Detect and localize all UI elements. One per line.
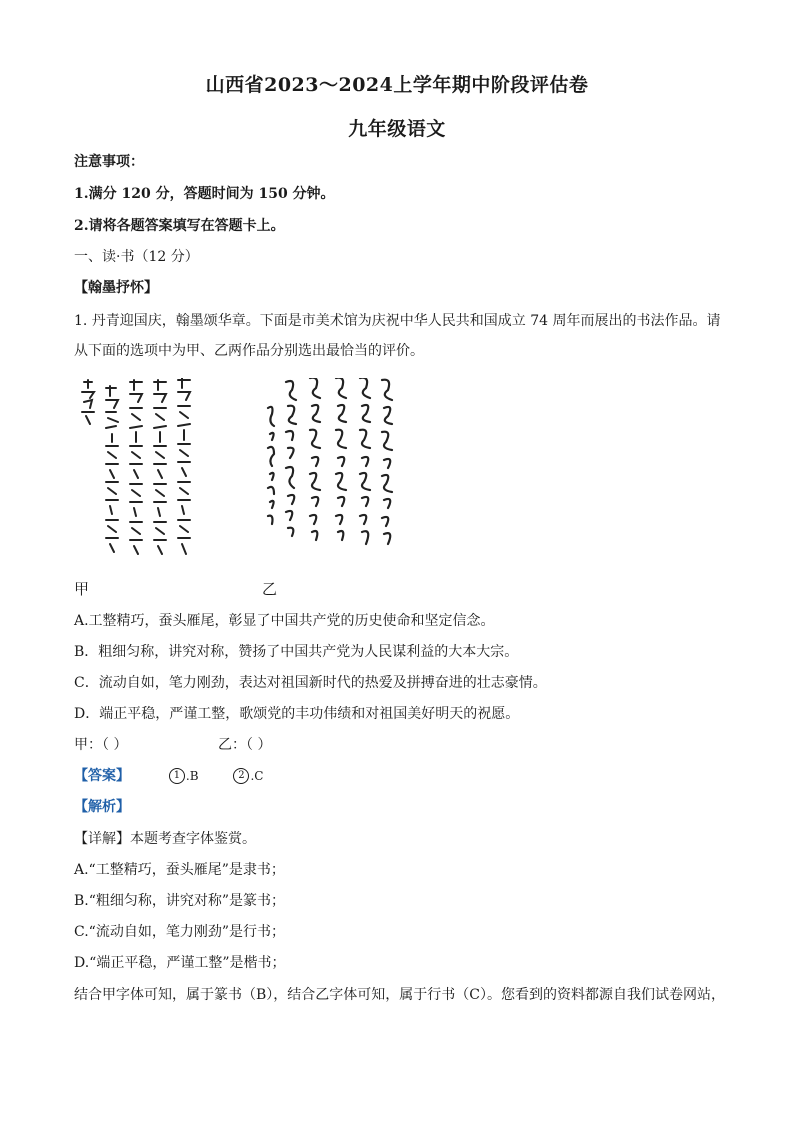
analysis-line-c: C.“流动自如，笔力刚劲”是行书； (74, 924, 285, 940)
answer-tag: 【答案】 (74, 768, 130, 784)
option-d: D．端正平稳，严谨工整，歌颂党的丰功伟绩和对祖国美好明天的祝愿。 (74, 706, 520, 722)
notes-item-2: 2.请将各题答案填写在答题卡上。 (74, 218, 285, 234)
question-1-line-1: 1. 丹青迎国庆，翰墨颂华章。下面是市美术馆为庆祝中华人民共和国成立 74 周年而展出的书法作品。请 (74, 313, 721, 329)
analysis-line-a: A.“工整精巧，蚕头雁尾”是隶书； (74, 862, 285, 878)
answer-1-number: 1 (169, 768, 185, 784)
option-c: C．流动自如，笔力刚劲，表达对祖国新时代的热爱及拼搏奋进的壮志豪情。 (74, 675, 547, 691)
section-subtitle: 【翰墨抒怀】 (74, 280, 158, 296)
option-a: A.工整精巧，蚕头雁尾，彰显了中国共产党的历史使命和坚定信念。 (74, 613, 495, 629)
answer-1-value: .B (185, 769, 199, 783)
analysis-line-d: D.“端正平稳，严谨工整”是楷书； (74, 955, 286, 971)
exam-title: 山西省2023～2024上学年期中阶段评估卷 (205, 74, 589, 96)
answer-2-number: 2 (233, 768, 249, 784)
calligraphy-image-a (76, 378, 202, 564)
analysis-line-b: B.“粗细匀称，讲究对称”是篆书； (74, 893, 286, 909)
analysis-detail-intro: 【详解】本题考查字体鉴赏。 (74, 831, 256, 847)
answer-row (74, 765, 263, 785)
section-title: 一、读·书（12 分） (74, 249, 199, 265)
image-label-b: 乙 (262, 580, 278, 598)
answer-blank-a: 甲：（ ） (74, 737, 128, 753)
option-b: B．粗细匀称，讲究对称，赞扬了中国共产党为人民谋利益的大本大宗。 (74, 644, 519, 660)
answer-2-value: .C (250, 769, 264, 783)
exam-subtitle: 九年级语文 (348, 118, 446, 140)
analysis-tag: 【解析】 (74, 799, 130, 815)
analysis-conclusion: 结合甲字体可知，属于篆书（B），结合乙字体可知，属于行书（C）。您看到的资料都源自我们试卷网站， (74, 987, 725, 1003)
question-1-line-2: 从下面的选项中为甲、乙两作品分别选出最恰当的评价。 (74, 343, 424, 359)
image-label-a: 甲 (74, 580, 90, 598)
answer-blank-b: 乙：（ ） (218, 737, 272, 753)
calligraphy-image-b (262, 378, 398, 548)
notes-item-1: 1.满分 120 分，答题时间为 150 分钟。 (74, 186, 335, 202)
notes-heading: 注意事项： (74, 154, 144, 170)
